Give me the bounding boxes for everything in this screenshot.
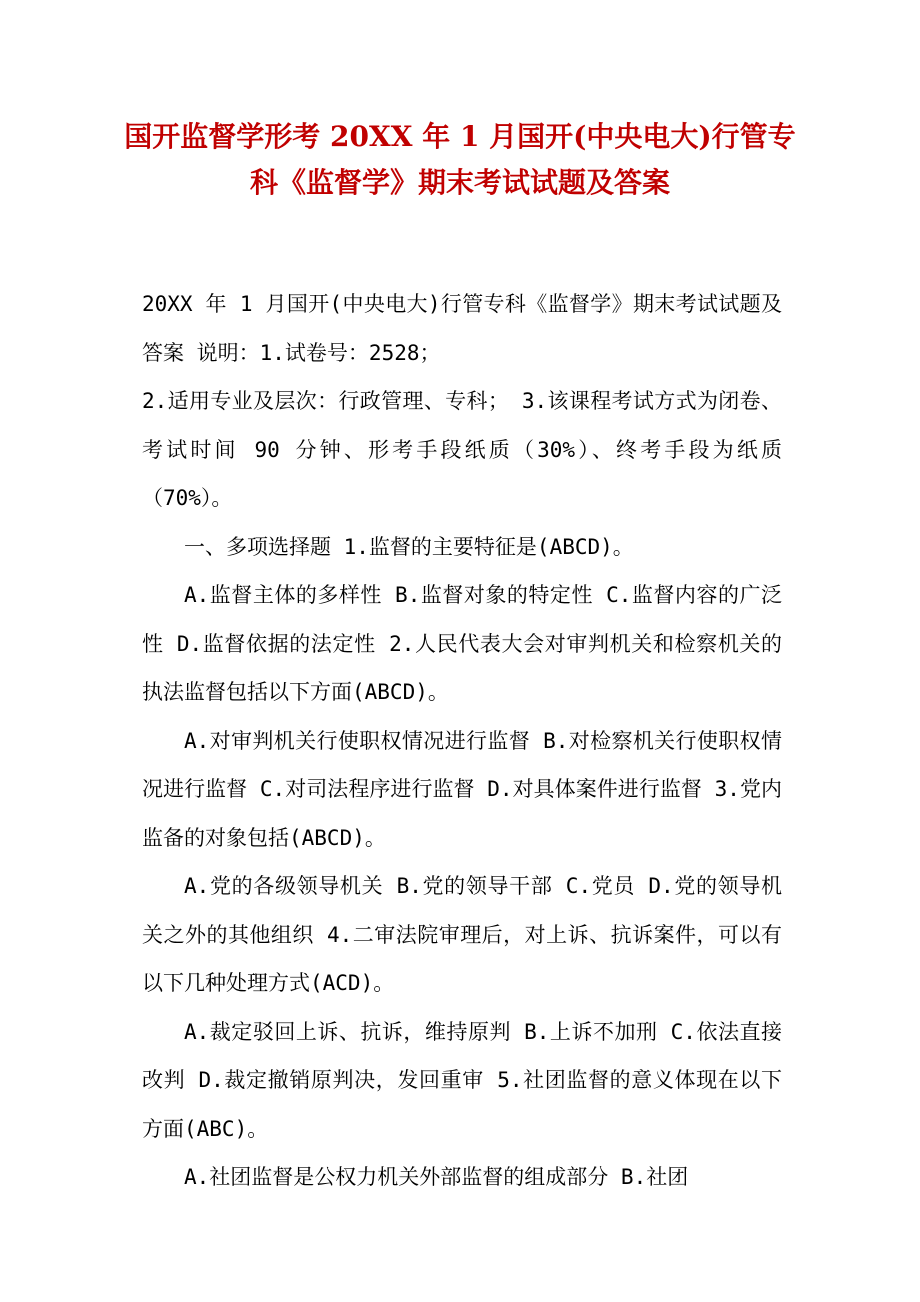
document-body bbox=[142, 280, 782, 1202]
paragraph-question-1-options: A.监督主体的多样性 B.监督对象的特定性 C.监督内容的广泛性 D.监督依据的法定性 2.人民代表大会对审判机关和检察机关的执法监督包括以下方面(ABCD)。 bbox=[142, 583, 782, 704]
document-title: 国开监督学形考 20XX 年 1 月国开(中央电大)行管专科《监督学》期末考试试题及答案 bbox=[124, 120, 796, 199]
paragraph-question-3-options: A.党的各级领导机关 B.党的领导干部 C.党员 D.党的领导机关之外的其他组织 4.二审法院审理后，对上诉、抗诉案件，可以有以下几种处理方式(ACD)。 bbox=[142, 874, 782, 995]
paragraph-section-heading: 一、多项选择题 1.监督的主要特征是(ABCD)。 bbox=[184, 534, 634, 559]
paragraph-question-5-options: A.社团监督是公权力机关外部监督的组成部分 B.社团 bbox=[184, 1165, 689, 1189]
paragraph-intro: 20XX 年 1 月国开(中央电大)行管专科《监督学》期末考试试题及答案 说明：1.试卷号：2528； bbox=[142, 292, 782, 365]
paragraph-question-2-options: A.对审判机关行使职权情况进行监督 B.对检察机关行使职权情况进行监督 C.对司法程序进行监督 D.对具体案件进行监督 3.党内监备的对象包括(ABCD)。 bbox=[142, 728, 782, 850]
paragraph-scope: 2.适用专业及层次：行政管理、专科； 3.该课程考试方式为闭卷、考试时间 90 分钟、形考手段纸质（30%）、终考手段为纸质（70%）。 bbox=[142, 389, 782, 510]
paragraph-question-4-options: A.裁定驳回上诉、抗诉，维持原判 B.上诉不加刑 C.依法直接改判 D.裁定撤销原判决，发回重审 5.社团监督的意义体现在以下方面(ABC)。 bbox=[142, 1019, 782, 1141]
